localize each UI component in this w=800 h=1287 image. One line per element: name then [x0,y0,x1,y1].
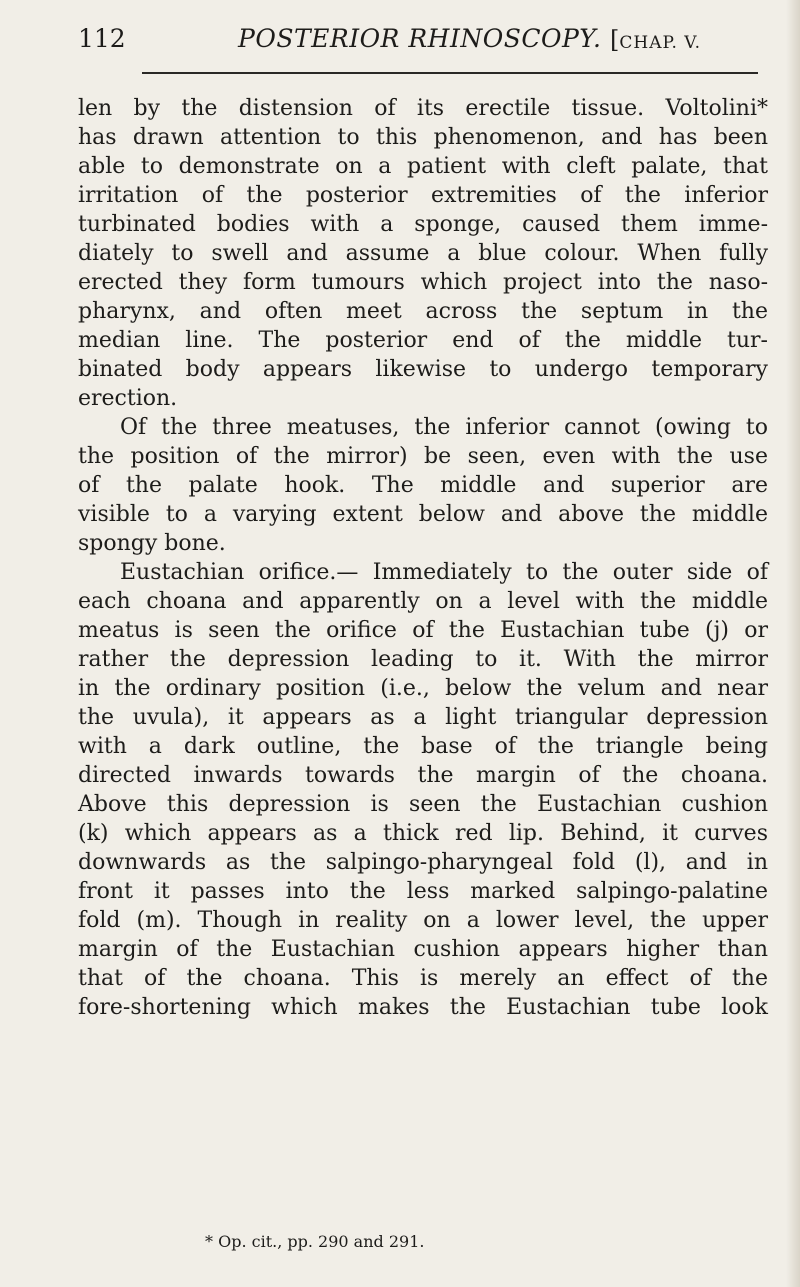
text-line: each choana and apparently on a level with the middle [78,589,768,614]
footnote: * Op. cit., pp. 290 and 291. [205,1232,425,1251]
chapter-reference [610,26,701,54]
text-line: erection. [78,386,178,411]
chapter-label: CHAP. V. [619,33,701,53]
text-line: the position of the mirror) be seen, even with the use [78,444,768,469]
text-line: the uvula), it appears as a light triangular depression [78,705,768,730]
paragraph [78,558,768,1022]
text-line: downwards as the salpingo-pharyngeal fold (l), and in [78,850,768,875]
text-line: able to demonstrate on a patient with cleft palate, that [78,154,768,179]
text-line: that of the choana. This is merely an effect of the [78,966,768,991]
text-line: visible to a varying extent below and above the middle [78,502,768,527]
text-line: Eustachian orifice.— Immediately to the outer side of [120,560,768,585]
text-line: meatus is seen the orifice of the Eustachian tube (j) or [78,618,768,643]
text-line: directed inwards towards the margin of the choana. [78,763,768,788]
text-line: irritation of the posterior extremities of the inferior [78,183,768,208]
text-line: front it passes into the less marked salpingo-palatine [78,879,768,904]
text-line: Of the three meatuses, the inferior cannot (owing to [120,415,768,440]
text-line: margin of the Eustachian cushion appears higher than [78,937,768,962]
text-line: turbinated bodies with a sponge, caused them imme- [78,212,768,237]
text-line: diately to swell and assume a blue colour. When fully [78,241,768,266]
text-line: in the ordinary position (i.e., below the velum and near [78,676,768,701]
text-line: erected they form tumours which project into the naso- [78,270,768,295]
text-line: of the palate hook. The middle and superior are [78,473,768,498]
paragraph [78,94,768,413]
chapter-bracket: [ [610,26,620,54]
header-rule [142,72,758,74]
text-line: fold (m). Though in reality on a lower level, the upper [78,908,768,933]
running-title: POSTERIOR RHINOSCOPY. [238,24,602,53]
text-line: with a dark outline, the base of the triangle being [78,734,768,759]
page-edge-shadow [786,0,800,1287]
text-line: binated body appears likewise to undergo temporary [78,357,768,382]
text-line: rather the depression leading to it. With the mirror [78,647,768,672]
page-header [78,22,758,62]
paragraph [78,413,768,558]
body-text [78,94,768,1022]
text-line: fore-shortening which makes the Eustachian tube look [78,995,768,1020]
text-line: spongy bone. [78,531,226,556]
text-line: median line. The posterior end of the middle tur- [78,328,768,353]
text-line: (k) which appears as a thick red lip. Behind, it curves [78,821,768,846]
text-line: pharynx, and often meet across the septum in the [78,299,768,324]
text-line: has drawn attention to this phenomenon, and has been [78,125,768,150]
text-line: Above this depression is seen the Eustachian cushion [78,792,768,817]
page-number: 112 [78,24,126,53]
text-line: len by the distension of its erectile tissue. Voltolini* [78,96,768,121]
